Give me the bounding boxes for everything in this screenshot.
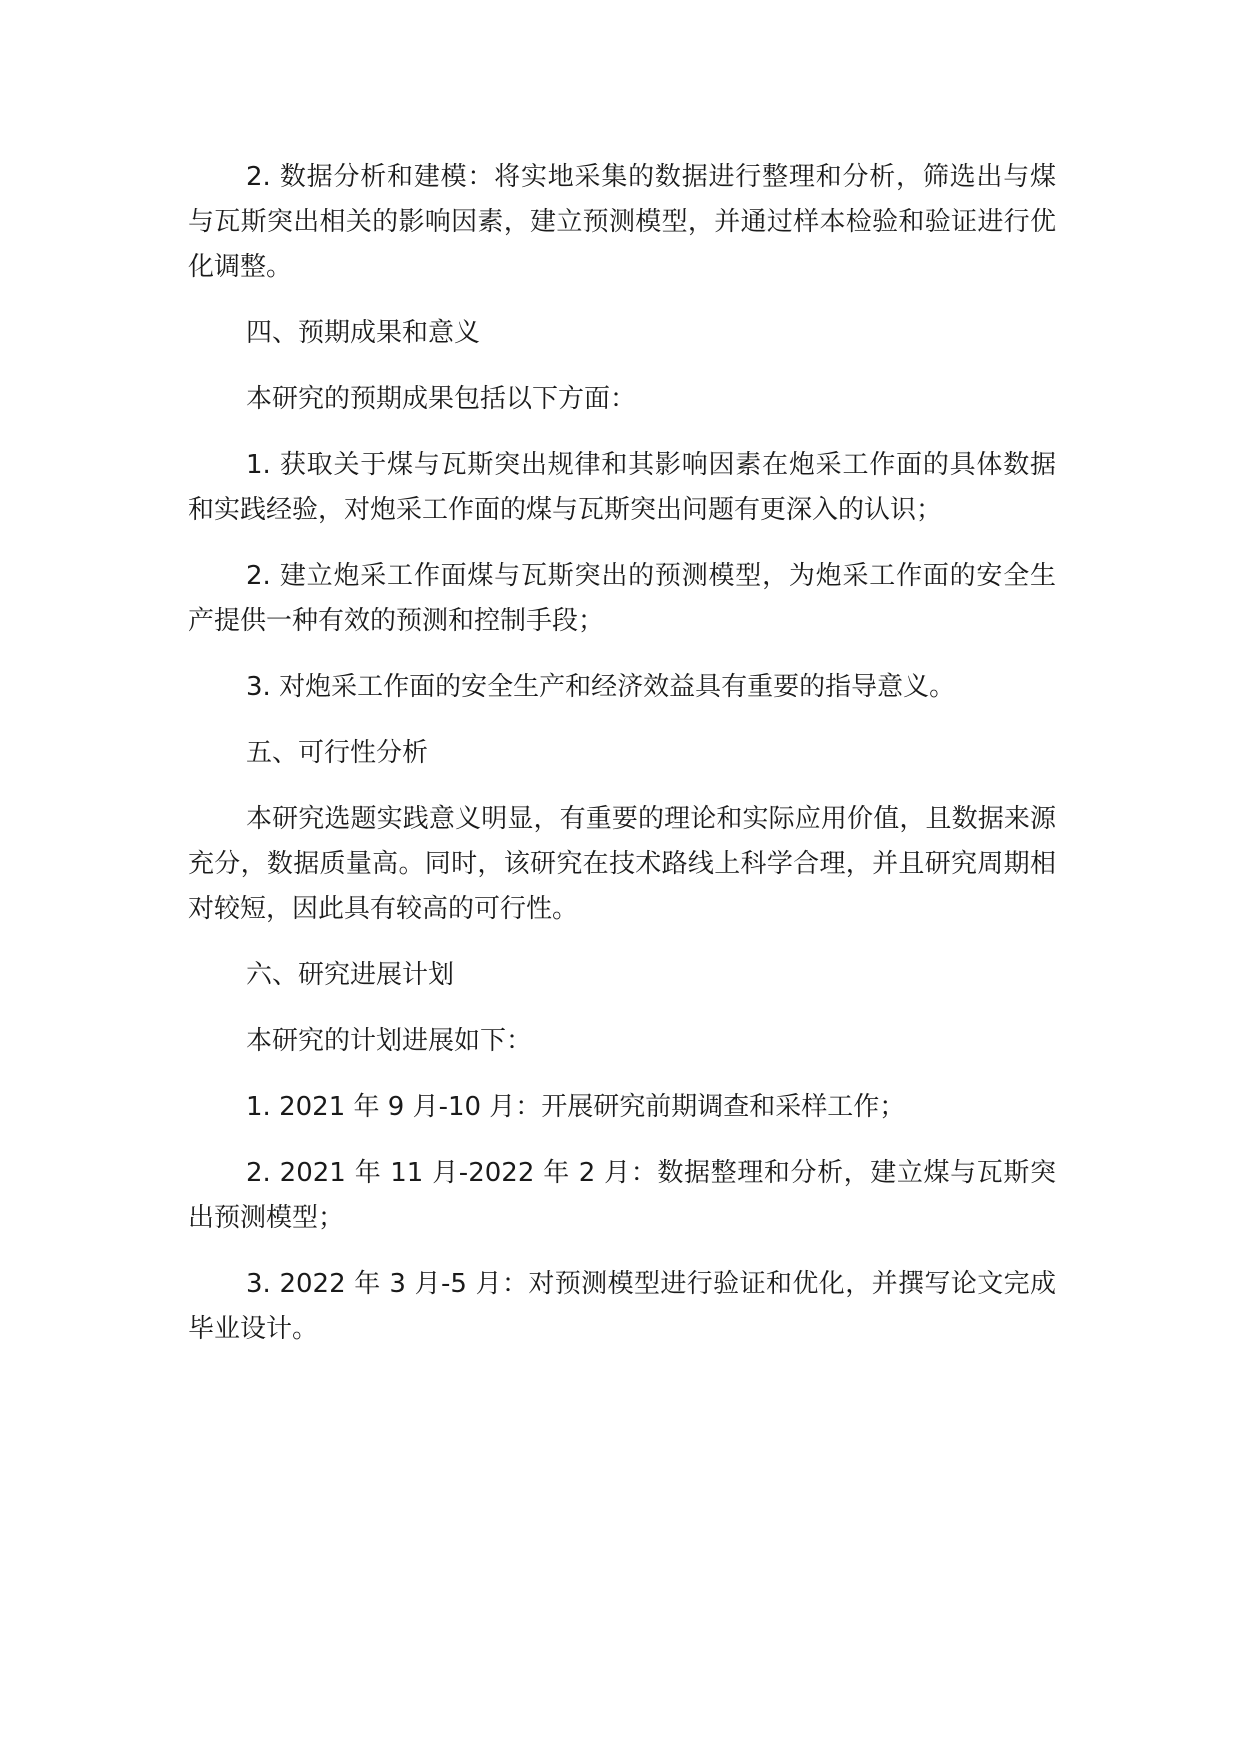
section-heading-feasibility: 五、可行性分析	[246, 738, 429, 768]
paragraph-progress-plan-intro: 本研究的计划进展如下：	[246, 1026, 533, 1056]
paragraph-expected-results-intro: 本研究的预期成果包括以下方面：	[246, 384, 637, 414]
list-item-plan-3: 3. 2022 年 3 月-5 月：对预测模型进行验证和优化，并撰写论文完成毕业设计。	[188, 1269, 1056, 1344]
paragraph-data-analysis-modeling: 2. 数据分析和建模：将实地采集的数据进行整理和分析，筛选出与煤与瓦斯突出相关的影响因素，建立预测模型，并通过样本检验和验证进行优化调整。	[188, 162, 1056, 282]
section-heading-expected-results: 四、预期成果和意义	[246, 318, 481, 348]
list-item-plan-1: 1. 2021 年 9 月-10 月：开展研究前期调查和采样工作；	[246, 1092, 906, 1122]
list-item-result-3: 3. 对炮采工作面的安全生产和经济效益具有重要的指导意义。	[246, 672, 956, 702]
list-item-plan-2: 2. 2021 年 11 月-2022 年 2 月：数据整理和分析，建立煤与瓦斯突出预测模型；	[188, 1158, 1056, 1233]
paragraph-feasibility: 本研究选题实践意义明显，有重要的理论和实际应用价值，且数据来源充分，数据质量高。同时，该研究在技术路线上科学合理，并且研究周期相对较短，因此具有较高的可行性。	[188, 804, 1056, 924]
list-item-result-1: 1. 获取关于煤与瓦斯突出规律和其影响因素在炮采工作面的具体数据和实践经验，对炮采工作面的煤与瓦斯突出问题有更深入的认识；	[188, 450, 1056, 525]
section-heading-progress-plan: 六、研究进展计划	[246, 960, 455, 990]
document-body	[188, 155, 1056, 1373]
list-item-result-2: 2. 建立炮采工作面煤与瓦斯突出的预测模型，为炮采工作面的安全生产提供一种有效的预测和控制手段；	[188, 561, 1056, 636]
